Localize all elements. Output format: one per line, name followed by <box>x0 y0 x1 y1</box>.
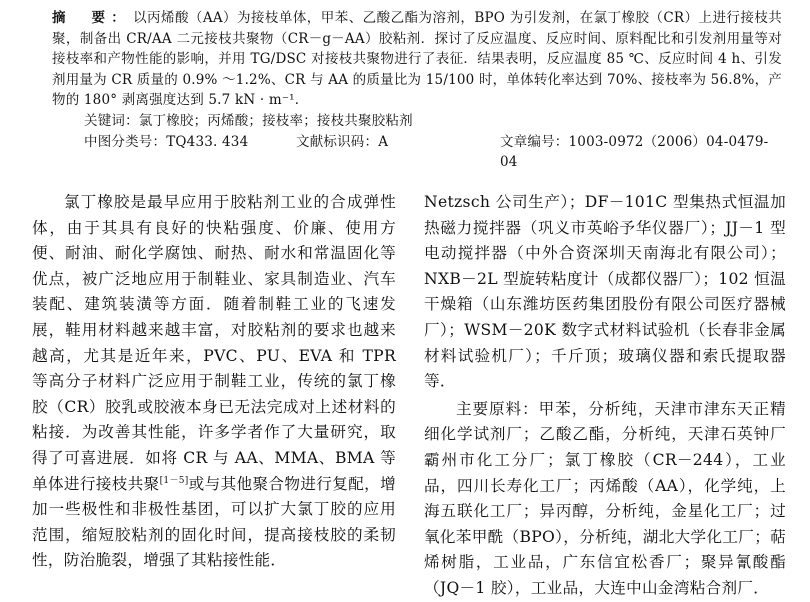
document-code: 文献标识码：A <box>296 133 389 150</box>
instruments-paragraph: Netzsch 公司生产）；DF－101C 型集热式恒温加热磁力搅拌器（巩义市英峪予华仪器厂）；JJ－1 型电动搅拌器（中外合资深圳天南海北有限公司）；NXB－2L 型旋转粘度计（成都仪器厂）；102 恒温干燥箱（山东潍坊医药集团股份有限公司医疗器械厂）；WSM－20K 数字式材料试验机（长春非金属材料试验机厂）；千斤顶；玻璃仪器和索氏提取器等． <box>424 193 786 391</box>
keywords-line: 关键词：氯丁橡胶；丙烯酸；接枝率；接枝共聚胶粘剂 <box>84 112 413 129</box>
classification-line <box>52 132 782 171</box>
intro-text-part1: 氯丁橡胶是最早应用于胶粘剂工业的合成弹性体，由于其具有良好的快粘强度、价廉、使用方便、耐油、耐化学腐蚀、耐热、耐水和常温固化等优点，被广泛地应用于制鞋业、家具制造业、汽车装配、建筑装潢等方面．随着制鞋工业的飞速发展，鞋用材料越来越丰富，对胶粘剂的要求也越来越高，尤其是近年来，PVC、PU、EVA 和 TPR 等高分子材料广泛应用于制鞋工业，传统的氯丁橡胶（CR）胶乳或胶液本身已无法完成对上述材料的粘接．为改善其性能，许多学者作了大量研究，取得了可喜进展．如将 CR 与 AA、MMA、BMA 等单体进行接枝共聚 <box>32 193 396 493</box>
right-column <box>424 190 786 602</box>
citation-ref: [1－5] <box>159 475 189 486</box>
article-number: 文章编号：1003-0972（2006）04-0479-04 <box>500 133 769 171</box>
left-column <box>32 190 396 574</box>
intro-text-part2: 或与其他聚合物进行复配，增加一些极性和非极性基团，可以扩大氯丁胶的应用范围，缩短胶粘剂的固化时间，提高接枝胶的柔韧性，防治脆裂，增强了其粘接性能． <box>32 474 396 570</box>
intro-paragraph <box>32 190 396 574</box>
materials-paragraph: 主要原料：甲苯，分析纯，天津市津东天正精细化学试剂厂；乙酸乙酯，分析纯，天津石英钟厂霸州市化工分厂；氯丁橡胶（CR－244），工业品，四川长寿化工厂；丙烯酸（AA），化学纯，上海五联化工厂；异丙醇，分析纯，金星化工厂；过氧化苯甲酰（BPO），分析纯，湖北大学化工厂；萜烯树脂，工业品，广东信宜松香厂；聚异氰酸酯（JQ－1 胶），工业品，大连中山金湾粘合剂厂． <box>424 399 786 597</box>
abstract-label: 摘 要： <box>52 10 132 26</box>
clc-number: 中图分类号：TQ433. 434 <box>84 133 249 150</box>
abstract-paragraph <box>52 8 782 111</box>
abstract-text: 以丙烯酸（AA）为接枝单体，甲苯、乙酸乙酯为溶剂，BPO 为引发剂，在氯丁橡胶（CR）上进行接枝共聚，制备出 CR/AA 二元接枝共聚物（CR－g－AA）胶粘剂．探讨了反应温度、反应时间、原料配比和引发剂用量等对接枝率和产物性能的影响，并用 TG/DSC 对接枝共聚物进行了表征．结果表明，反应温度 85 ℃、反应时间 4 h、引发剂用量为 CR 质量的 0.9% ～1.2%、CR 与 AA 的质量比为 15/100 时，单体转化率达到 70%、接枝率为 56.8%，产物的 180° 剥离强度达到 5.7 kN · m⁻¹． <box>52 10 783 109</box>
abstract-block <box>52 8 783 171</box>
